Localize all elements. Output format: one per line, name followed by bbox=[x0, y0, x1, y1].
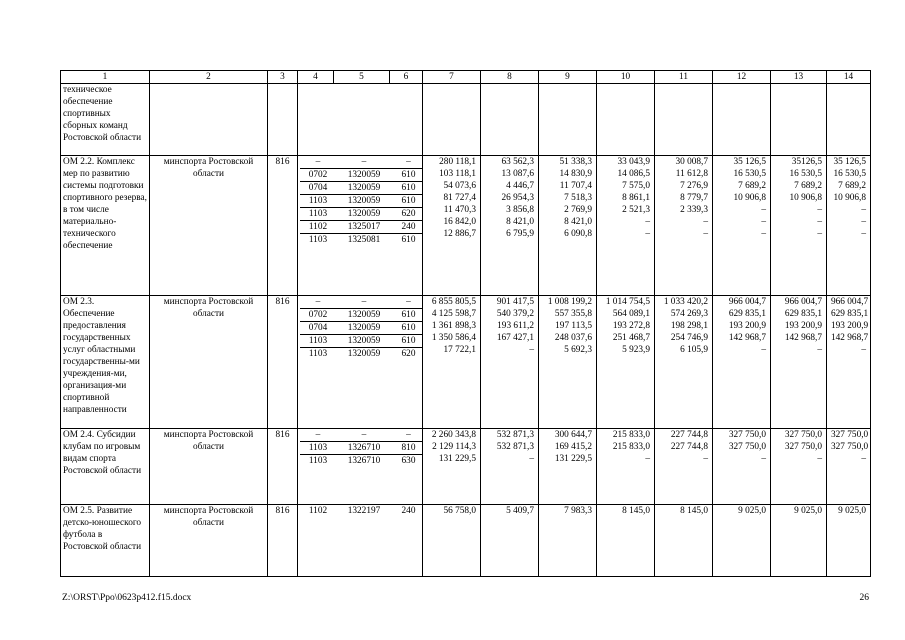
year-amount-cell bbox=[771, 296, 827, 429]
year-amount-cell bbox=[713, 505, 771, 577]
grbs-code: 816 bbox=[268, 429, 298, 505]
amount-value: 131 229,5 bbox=[554, 454, 592, 464]
year-amount-cell bbox=[539, 505, 597, 577]
amount-value: 193 200,9 bbox=[831, 321, 869, 331]
column-header: 6 bbox=[390, 71, 423, 84]
amount-value: 8 421,0 bbox=[506, 217, 534, 227]
amount-value: – bbox=[761, 205, 766, 215]
amount-value: – bbox=[861, 454, 866, 464]
column-header: 1 bbox=[61, 71, 150, 84]
amount-value: 142 968,7 bbox=[784, 333, 822, 343]
expense-code: 610 bbox=[401, 235, 416, 245]
amount-value: – bbox=[529, 454, 534, 464]
year-amount-cell bbox=[597, 296, 655, 429]
target-code: 1320059 bbox=[336, 169, 392, 182]
amount-value: 1 014 754,5 bbox=[605, 297, 650, 307]
code-line bbox=[300, 156, 423, 169]
expense-code: 610 bbox=[392, 169, 423, 182]
section-code: 1103 bbox=[308, 235, 328, 245]
amount-value: 280 118,1 bbox=[439, 157, 476, 167]
amount-value: – bbox=[761, 454, 766, 464]
amount-value: 16 530,5 bbox=[733, 169, 766, 179]
amount-value: 227 744,8 bbox=[670, 430, 708, 440]
amount-value: 7 575,0 bbox=[622, 181, 650, 191]
amount-value: 197 113,5 bbox=[555, 321, 592, 331]
year-amount-cell bbox=[481, 296, 539, 429]
target-code: 1320059 bbox=[336, 208, 392, 221]
amount-value: 198 298,1 bbox=[670, 321, 708, 331]
amount-value: 2 339,3 bbox=[680, 205, 708, 215]
amount-value: – bbox=[761, 229, 766, 239]
amount-value: – bbox=[703, 217, 708, 227]
section-code: 0702 bbox=[300, 169, 336, 182]
amount-value: 532 871,3 bbox=[496, 430, 534, 440]
expense-code: 810 bbox=[392, 442, 423, 455]
amount-value: 8 421,0 bbox=[564, 217, 592, 227]
section-code: 1103 bbox=[300, 195, 336, 208]
expense-code: 240 bbox=[392, 221, 423, 234]
amount-value: 4 125 598,7 bbox=[431, 309, 476, 319]
grbs-code bbox=[268, 84, 298, 156]
column-header: 10 bbox=[597, 71, 655, 84]
target-code: 1326710 bbox=[336, 442, 392, 455]
amount-value: – bbox=[861, 217, 866, 227]
expense-code: 620 bbox=[392, 208, 423, 221]
year-amount-cell bbox=[655, 84, 713, 156]
amount-value: – bbox=[861, 205, 866, 215]
year-amount-cell bbox=[655, 296, 713, 429]
expense-code: 620 bbox=[401, 349, 416, 359]
year-amount-cell bbox=[481, 429, 539, 505]
amount-value: 10 906,8 bbox=[789, 193, 822, 203]
amount-value: 16 842,0 bbox=[443, 217, 476, 227]
section-code: 1102 bbox=[308, 506, 328, 516]
year-amount-cell bbox=[539, 156, 597, 296]
amount-value: 9 025,0 bbox=[794, 506, 822, 516]
table-header-row bbox=[61, 71, 871, 84]
column-header: 14 bbox=[827, 71, 871, 84]
section-code: – bbox=[300, 429, 336, 442]
amount-value: 901 417,5 bbox=[496, 297, 534, 307]
year-amount-cell bbox=[481, 84, 539, 156]
measure-name: ОМ 2.4. Субсидии клубам по игровым видам спорта Ростовской области bbox=[61, 429, 150, 505]
section-code: 0704 bbox=[300, 182, 336, 195]
target-code: – bbox=[336, 296, 392, 309]
amount-value: 7 689,2 bbox=[738, 181, 766, 191]
table-body bbox=[61, 84, 871, 577]
amount-value: 35 126,5 bbox=[733, 157, 766, 167]
expense-code: – bbox=[392, 296, 423, 309]
code-line bbox=[300, 442, 423, 455]
expense-code: 610 bbox=[392, 322, 423, 335]
amount-value: 193 200,9 bbox=[728, 321, 766, 331]
amount-value: 1 350 586,4 bbox=[431, 333, 476, 343]
target-code: 1320059 bbox=[336, 195, 392, 208]
amount-value: 629 835,1 bbox=[784, 309, 822, 319]
year-amount-cell bbox=[481, 505, 539, 577]
target-code: 1320059 bbox=[347, 349, 381, 359]
section-code: 1103 bbox=[308, 349, 328, 359]
amount-value: 327 750,0 bbox=[728, 430, 766, 440]
section-code: 1103 bbox=[300, 442, 336, 455]
year-amount-cell bbox=[771, 156, 827, 296]
section-code: 1103 bbox=[300, 335, 336, 348]
year-amount-cell bbox=[655, 156, 713, 296]
amount-value: 35 126,5 bbox=[833, 157, 866, 167]
year-amount-cell bbox=[827, 296, 871, 429]
table-row bbox=[61, 429, 871, 505]
amount-value: 215 833,0 bbox=[612, 430, 650, 440]
amount-value: 30 008,7 bbox=[675, 157, 708, 167]
year-amount-cell bbox=[713, 296, 771, 429]
amount-value: – bbox=[817, 205, 822, 215]
amount-value: 6 105,9 bbox=[680, 345, 708, 355]
amount-value: 215 833,0 bbox=[612, 442, 650, 452]
target-code: 1325081 bbox=[347, 235, 381, 245]
year-amount-cell bbox=[713, 429, 771, 505]
year-amount-cell bbox=[827, 505, 871, 577]
grbs-code: 816 bbox=[268, 156, 298, 296]
measure-name: техническое обеспечение спортивных сборных команд Ростовской области bbox=[61, 84, 150, 156]
amount-value: 532 871,3 bbox=[496, 442, 534, 452]
amount-value: – bbox=[645, 229, 650, 239]
section-code: – bbox=[300, 156, 336, 169]
table-row bbox=[61, 505, 871, 577]
amount-value: 26 954,3 bbox=[501, 193, 534, 203]
amount-value: 12 886,7 bbox=[443, 229, 476, 239]
year-amount-cell bbox=[827, 84, 871, 156]
amount-value: 327 750,0 bbox=[831, 442, 869, 452]
column-header: 12 bbox=[713, 71, 771, 84]
section-code: 0702 bbox=[300, 309, 336, 322]
amount-value: 3 856,8 bbox=[506, 205, 534, 215]
amount-value: 9 025,0 bbox=[738, 506, 766, 516]
amount-value: 9 025,0 bbox=[838, 506, 866, 516]
amount-value: 2 769,9 bbox=[564, 205, 592, 215]
amount-value: – bbox=[861, 229, 866, 239]
amount-value: 629 835,1 bbox=[728, 309, 766, 319]
year-amount-cell bbox=[539, 296, 597, 429]
code-line bbox=[300, 322, 423, 335]
measure-name: ОМ 2.5. Развитие детско-юношеского футбола в Ростовской области bbox=[61, 505, 150, 577]
column-header: 4 bbox=[298, 71, 334, 84]
amount-value: 557 355,8 bbox=[554, 309, 592, 319]
amount-value: 5 692,3 bbox=[564, 345, 592, 355]
year-amount-cell bbox=[827, 156, 871, 296]
code-line bbox=[300, 208, 423, 221]
target-code: 1322197 bbox=[347, 506, 381, 516]
amount-value: 8 861,1 bbox=[622, 193, 650, 203]
amount-value: 33 043,9 bbox=[617, 157, 650, 167]
year-amount-cell bbox=[539, 84, 597, 156]
year-amount-cell bbox=[771, 505, 827, 577]
amount-value: 629 835,1 bbox=[831, 309, 869, 319]
amount-value: 167 427,1 bbox=[496, 333, 534, 343]
expense-code: 630 bbox=[401, 456, 416, 466]
code-line bbox=[300, 348, 423, 361]
section-code: 0704 bbox=[300, 322, 336, 335]
amount-value: 4 446,7 bbox=[506, 181, 534, 191]
code-line bbox=[300, 455, 423, 468]
year-amount-cell bbox=[713, 84, 771, 156]
amount-value: – bbox=[645, 454, 650, 464]
amount-value: – bbox=[861, 345, 866, 355]
budget-table bbox=[60, 70, 871, 577]
amount-value: – bbox=[529, 345, 534, 355]
target-code: 1320059 bbox=[336, 309, 392, 322]
executor bbox=[150, 84, 268, 156]
amount-value: – bbox=[817, 345, 822, 355]
amount-value: 14 830,9 bbox=[559, 169, 592, 179]
amount-value: 142 968,7 bbox=[831, 333, 869, 343]
code-line bbox=[300, 505, 423, 517]
year-amount-cell bbox=[423, 156, 481, 296]
amount-value: – bbox=[817, 229, 822, 239]
expense-code: 610 bbox=[392, 182, 423, 195]
amount-value: 966 004,7 bbox=[728, 297, 766, 307]
amount-value: 11 707,4 bbox=[559, 181, 592, 191]
amount-value: 2 260 343,8 bbox=[431, 430, 476, 440]
budget-codes-cell bbox=[298, 505, 423, 577]
table-row bbox=[61, 296, 871, 429]
section-code: – bbox=[300, 296, 336, 309]
amount-value: – bbox=[817, 454, 822, 464]
target-code: 1320059 bbox=[336, 182, 392, 195]
column-header: 7 bbox=[423, 71, 481, 84]
amount-value: 6 855 805,5 bbox=[431, 297, 476, 307]
executor: минспорта Ростовской области bbox=[150, 505, 268, 577]
amount-value: 300 644,7 bbox=[554, 430, 592, 440]
amount-value: 54 073,6 bbox=[443, 181, 476, 191]
executor: минспорта Ростовской области bbox=[150, 296, 268, 429]
amount-value: 81 727,4 bbox=[443, 193, 476, 203]
code-line bbox=[300, 296, 423, 309]
budget-codes-cell bbox=[298, 84, 423, 156]
amount-value: 540 379,2 bbox=[496, 309, 534, 319]
amount-value: 142 968,7 bbox=[728, 333, 766, 343]
amount-value: 131 229,5 bbox=[438, 454, 476, 464]
amount-value: 11 612,8 bbox=[675, 169, 708, 179]
year-amount-cell bbox=[481, 156, 539, 296]
year-amount-cell bbox=[713, 156, 771, 296]
amount-value: 251 468,7 bbox=[612, 333, 650, 343]
code-line bbox=[300, 182, 423, 195]
amount-value: 35126,5 bbox=[791, 157, 822, 167]
amount-value: 63 562,3 bbox=[501, 157, 534, 167]
amount-value: 7 518,3 bbox=[564, 193, 592, 203]
budget-codes-cell bbox=[298, 296, 423, 429]
amount-value: 13 087,6 bbox=[501, 169, 534, 179]
amount-value: 10 906,8 bbox=[733, 193, 766, 203]
target-code: 1325017 bbox=[336, 221, 392, 234]
amount-value: 1 033 420,2 bbox=[663, 297, 708, 307]
measure-name: ОМ 2.2. Комплекс мер по развитию системы подготовки спортивного резерва, в том числе материально-технического обеспечение bbox=[61, 156, 150, 296]
executor: минспорта Ростовской области bbox=[150, 156, 268, 296]
amount-value: 6 795,9 bbox=[506, 229, 534, 239]
year-amount-cell bbox=[423, 84, 481, 156]
year-amount-cell bbox=[827, 429, 871, 505]
amount-value: 14 086,5 bbox=[617, 169, 650, 179]
code-line bbox=[300, 195, 423, 208]
amount-value: 574 269,3 bbox=[670, 309, 708, 319]
amount-value: – bbox=[703, 229, 708, 239]
column-header: 2 bbox=[150, 71, 268, 84]
grbs-code: 816 bbox=[268, 296, 298, 429]
amount-value: 193 611,2 bbox=[497, 321, 534, 331]
column-header: 8 bbox=[481, 71, 539, 84]
amount-value: 8 145,0 bbox=[622, 506, 650, 516]
amount-value: – bbox=[645, 217, 650, 227]
amount-value: 8 145,0 bbox=[680, 506, 708, 516]
amount-value: 7 983,3 bbox=[564, 506, 592, 516]
amount-value: 11 470,3 bbox=[443, 205, 476, 215]
expense-code: 240 bbox=[401, 506, 416, 516]
budget-codes-cell bbox=[298, 429, 423, 505]
expense-code: – bbox=[392, 156, 423, 169]
amount-value: 17 722,1 bbox=[443, 345, 476, 355]
table-row bbox=[61, 156, 871, 296]
amount-value: 51 338,3 bbox=[559, 157, 592, 167]
year-amount-cell bbox=[597, 84, 655, 156]
amount-value: 2 129 114,3 bbox=[432, 442, 476, 452]
amount-value: 7 689,2 bbox=[794, 181, 822, 191]
amount-value: 254 746,9 bbox=[670, 333, 708, 343]
amount-value: 8 779,7 bbox=[680, 193, 708, 203]
expense-code: – bbox=[392, 429, 423, 442]
expense-code: 610 bbox=[392, 335, 423, 348]
amount-value: 1 361 898,3 bbox=[431, 321, 476, 331]
amount-value: 327 750,0 bbox=[728, 442, 766, 452]
amount-value: 2 521,3 bbox=[622, 205, 650, 215]
amount-value: 327 750,0 bbox=[784, 442, 822, 452]
amount-value: 169 415,2 bbox=[554, 442, 592, 452]
target-code: 1320059 bbox=[336, 335, 392, 348]
code-line bbox=[300, 309, 423, 322]
amount-value: 16 530,5 bbox=[789, 169, 822, 179]
amount-value: 564 089,1 bbox=[612, 309, 650, 319]
executor: минспорта Ростовской области bbox=[150, 429, 268, 505]
section-code: 1102 bbox=[300, 221, 336, 234]
year-amount-cell bbox=[597, 156, 655, 296]
amount-value: 1 008 199,2 bbox=[547, 297, 592, 307]
code-line bbox=[300, 169, 423, 182]
year-amount-cell bbox=[655, 505, 713, 577]
amount-value: – bbox=[817, 217, 822, 227]
amount-value: 327 750,0 bbox=[784, 430, 822, 440]
section-code: 1103 bbox=[300, 208, 336, 221]
amount-value: 16 530,5 bbox=[833, 169, 866, 179]
year-amount-cell bbox=[655, 429, 713, 505]
column-header: 11 bbox=[655, 71, 713, 84]
year-amount-cell bbox=[597, 429, 655, 505]
code-line bbox=[300, 234, 423, 247]
amount-value: 227 744,8 bbox=[670, 442, 708, 452]
measure-name: ОМ 2.3. Обеспечение предоставления государственных услуг областными государственны-ми учреждения-ми, организация-ми спортивной направленности bbox=[61, 296, 150, 429]
budget-codes-cell bbox=[298, 156, 423, 296]
amount-value: 7 689,2 bbox=[838, 181, 866, 191]
amount-value: – bbox=[703, 454, 708, 464]
grbs-code: 816 bbox=[268, 505, 298, 577]
amount-value: – bbox=[761, 217, 766, 227]
year-amount-cell bbox=[771, 429, 827, 505]
target-code: – bbox=[336, 429, 392, 442]
amount-value: 193 272,8 bbox=[612, 321, 650, 331]
code-line bbox=[300, 429, 423, 442]
year-amount-cell bbox=[423, 296, 481, 429]
amount-value: 6 090,8 bbox=[564, 229, 592, 239]
amount-value: 966 004,7 bbox=[784, 297, 822, 307]
amount-value: 10 906,8 bbox=[833, 193, 866, 203]
page-number: 26 bbox=[859, 593, 869, 603]
column-header: 3 bbox=[268, 71, 298, 84]
amount-value: 966 004,7 bbox=[831, 297, 869, 307]
target-code: 1326710 bbox=[347, 456, 381, 466]
section-code: 1103 bbox=[308, 456, 328, 466]
amount-value: 248 037,6 bbox=[554, 333, 592, 343]
year-amount-cell bbox=[539, 429, 597, 505]
amount-value: – bbox=[761, 345, 766, 355]
file-path-footer: Z:\ORST\Ppo\0623p412.f15.docx bbox=[62, 593, 192, 603]
amount-value: 5 409,7 bbox=[506, 506, 534, 516]
year-amount-cell bbox=[423, 505, 481, 577]
year-amount-cell bbox=[423, 429, 481, 505]
expense-code: 610 bbox=[392, 309, 423, 322]
code-line bbox=[300, 335, 423, 348]
amount-value: 56 758,0 bbox=[443, 506, 476, 516]
amount-value: 5 923,9 bbox=[622, 345, 650, 355]
code-line bbox=[300, 221, 423, 234]
expense-code: 610 bbox=[392, 195, 423, 208]
year-amount-cell bbox=[771, 84, 827, 156]
amount-value: 193 200,9 bbox=[784, 321, 822, 331]
column-header: 13 bbox=[771, 71, 827, 84]
column-header: 5 bbox=[334, 71, 390, 84]
amount-value: 7 276,9 bbox=[680, 181, 708, 191]
amount-value: 327 750,0 bbox=[831, 430, 869, 440]
amount-value: 103 118,1 bbox=[439, 169, 476, 179]
target-code: – bbox=[336, 156, 392, 169]
year-amount-cell bbox=[597, 505, 655, 577]
target-code: 1320059 bbox=[336, 322, 392, 335]
table-row bbox=[61, 84, 871, 156]
column-header: 9 bbox=[539, 71, 597, 84]
